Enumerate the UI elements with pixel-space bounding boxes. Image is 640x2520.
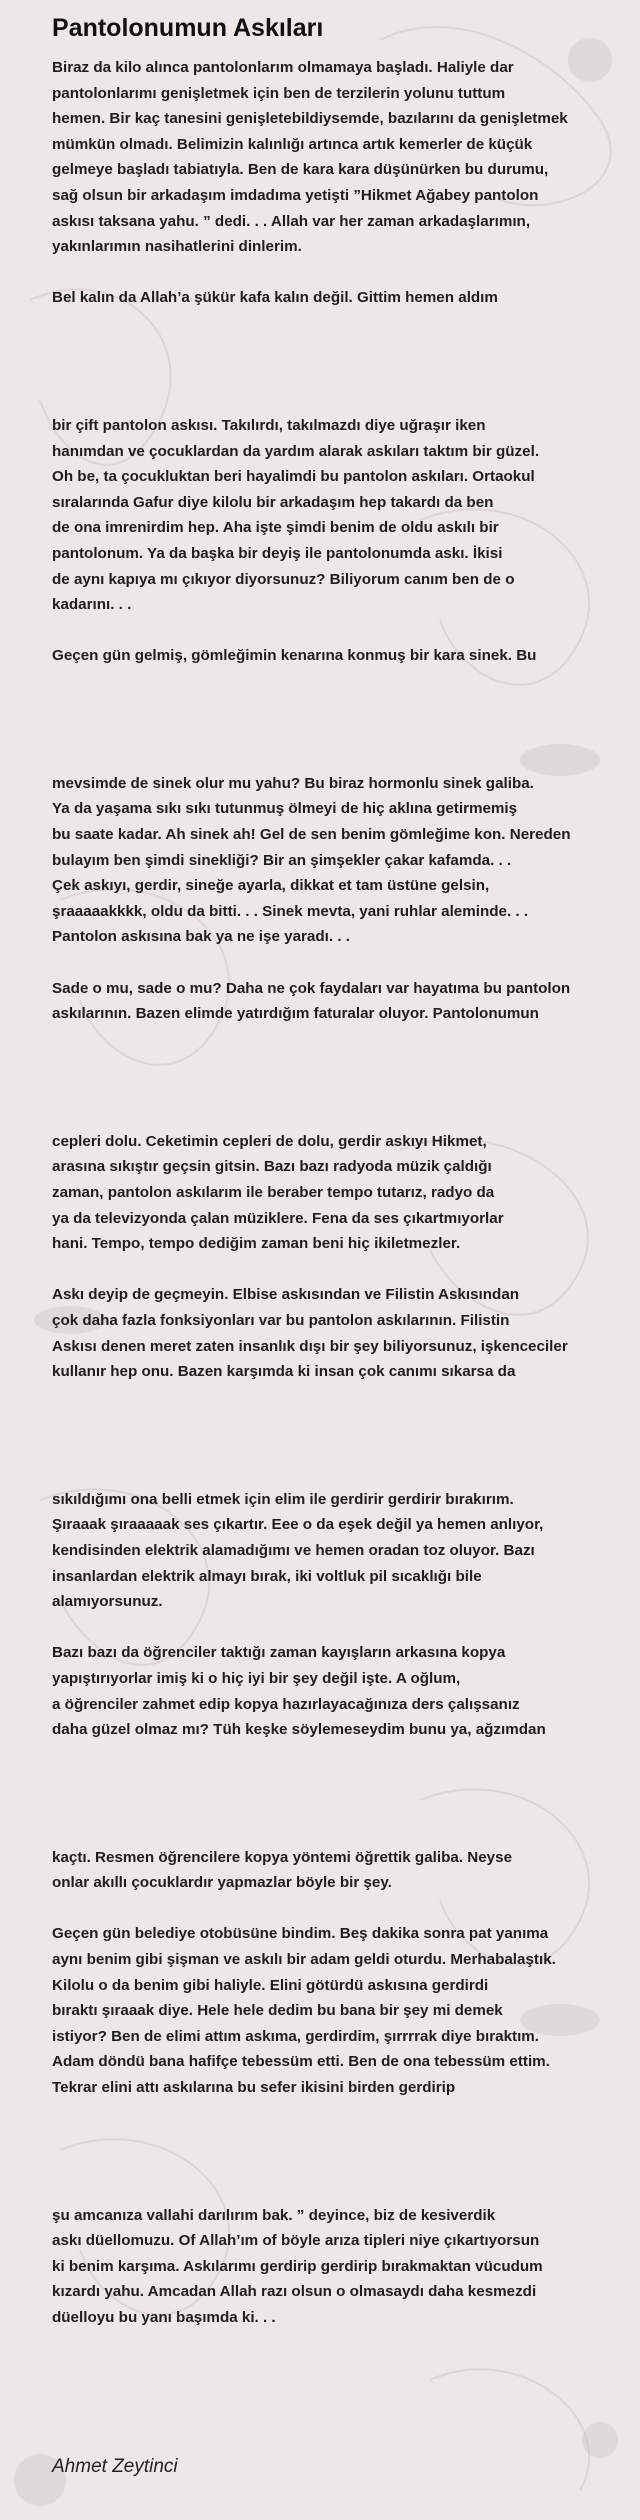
text-line: bu saate kadar. Ah sinek ah! Gel de sen benim gömleğime kon. Nereden bbox=[52, 826, 571, 844]
text-line: Sade o mu, sade o mu? Daha ne çok faydaları var hayatıma bu pantolon bbox=[52, 979, 571, 997]
paragraph bbox=[52, 771, 612, 950]
text-line: aynı benim gibi şişman ve askılı bir adam geldi oturdu. Merhabalaştık. bbox=[52, 1951, 556, 1969]
text-line: Ya da yaşama sıkı sıkı tutunmuş ölmeyi de hiç aklına getirmemiş bbox=[52, 800, 518, 818]
text-line: yakınlarımın nasihatlerini dinlerim. bbox=[52, 238, 302, 256]
text-line: daha güzel olmaz mı? Tüh keşke söylemeseydim bunu ya, ağzımdan bbox=[52, 1721, 546, 1739]
text-line: Geçen gün gelmiş, gömleğimin kenarına konmuş bir kara sinek. Bu bbox=[52, 647, 537, 665]
paragraph-spacer bbox=[52, 1615, 612, 1641]
text-line: bir çift pantolon askısı. Takılırdı, takılmazdı diye uğraşır iken bbox=[52, 416, 486, 434]
text-line: zaman, pantolon askılarım ile beraber tempo tutarız, radyo da bbox=[52, 1184, 495, 1201]
text-line: kullanır hep onu. Bazen karşımda ki insan çok canımı sıkarsa da bbox=[52, 1363, 516, 1381]
text-line: de ona imrenirdim hep. Aha işte şimdi benim de oldu askılı bir bbox=[52, 519, 499, 537]
text-line: Bazı bazı da öğrenciler taktığı zaman kayışların arkasına kopya bbox=[52, 1644, 506, 1662]
poem-body bbox=[52, 55, 612, 2331]
text-line: Kilolu o da benim gibi haliyle. Elini götürdü askısına gerdirdi bbox=[52, 1976, 489, 1994]
paragraph bbox=[52, 976, 612, 1027]
text-line: mümkün olmadı. Belimizin kalınlığı artınca artık kemerler de küçük bbox=[52, 135, 533, 153]
paragraph bbox=[52, 1129, 612, 1257]
text-line: sıkıldığımı ona belli etmek için elim ile gerdirir gerdirir bırakırım. bbox=[52, 1490, 514, 1508]
text-line: ya da televizyonda çalan müziklere. Fena da ses çıkartmıyorlar bbox=[52, 1209, 504, 1227]
paragraph bbox=[52, 1640, 612, 1742]
text-line: Oh be, ta çocukluktan beri hayalimdi bu pantolon askıları. Ortaokul bbox=[52, 468, 535, 486]
paragraph-spacer bbox=[52, 1385, 612, 1487]
text-line: istiyor? Ben de elimi attım askıma, gerdirdim, şırrrrak diye bıraktım. bbox=[52, 2027, 540, 2045]
paragraph-spacer bbox=[52, 1896, 612, 1922]
text-line: hanımdan ve çocuklardan da yardım alarak askıları taktım bir güzel. bbox=[52, 442, 540, 460]
text-line: kızardı yahu. Amcadan Allah razı olsun o olmasaydı daha kesmezdi bbox=[52, 2283, 537, 2301]
text-line: bıraktı şıraaak diye. Hele hele dedim bu bana bir şey mi demek bbox=[52, 2002, 503, 2020]
text-line: sıralarında Gafur diye kilolu bir arkadaşım hep takardı da ben bbox=[52, 493, 494, 511]
text-line: Askı deyip de geçmeyin. Elbise askısından ve Filistin Askısından bbox=[52, 1286, 520, 1304]
paragraph-spacer bbox=[52, 669, 612, 771]
text-line: arasına sıkıştır geçsin gitsin. Bazı bazı radyoda müzik çaldığı bbox=[52, 1158, 492, 1176]
text-line: bulayım ben şimdi sinekliği? Bir an şimşekler çakar kafamda. . . bbox=[52, 851, 512, 869]
text-line: gelmeye başladı tabiatıyla. Ben de kara kara düşünürken bu durumu, bbox=[52, 161, 549, 179]
paragraph bbox=[52, 55, 612, 260]
text-line: kaçtı. Resmen öğrencilere kopya yöntemi öğrettik galiba. Neyse bbox=[52, 1848, 513, 1866]
text-line: a öğrenciler zahmet edip kopya hazırlayacağınıza ders çalışsanız bbox=[52, 1695, 520, 1713]
paragraph-spacer bbox=[52, 311, 612, 413]
paragraph bbox=[52, 285, 612, 311]
text-line: Biraz da kilo alınca pantolonlarım olmamaya başladı. Haliyle dar bbox=[52, 59, 514, 76]
text-line: Pantolon askısına bak ya ne işe yaradı. . . bbox=[52, 928, 350, 946]
paragraph bbox=[52, 1282, 612, 1384]
paragraph-spacer bbox=[52, 618, 612, 644]
text-line: insanlardan elektrik almayı bırak, iki voltluk pil sıcaklığı bile bbox=[52, 1567, 482, 1585]
text-line: Adam döndü bana hafifçe tebessüm etti. Ben de ona tebessüm ettim. bbox=[52, 2053, 550, 2071]
paragraph bbox=[52, 1845, 612, 1896]
text-line: yapıştırıyorlar imiş ki o hiç iyi bir şey değil işte. A oğlum, bbox=[52, 1669, 461, 1687]
text-line: pantolonum. Ya da başka bir deyiş ile pantolonumda askı. İkisi bbox=[52, 544, 503, 562]
text-line: düelloyu bu yanı başımda ki. . . bbox=[52, 2309, 276, 2326]
text-line: çok daha fazla fonksiyonları var bu pantolon askılarının. Filistin bbox=[52, 1311, 510, 1329]
text-line: sağ olsun bir arkadaşım imdadıma yetişti ”Hikmet Ağabey pantolon bbox=[52, 186, 539, 204]
paragraph-spacer bbox=[52, 1027, 612, 1129]
paragraph-spacer bbox=[52, 2101, 612, 2203]
paragraph-spacer bbox=[52, 1257, 612, 1283]
text-line: askısı taksana yahu. ” dedi. . . Allah var her zaman arkadaşlarımın, bbox=[52, 212, 531, 230]
text-line: Şıraaak şıraaaaak ses çıkartır. Eee o da eşek değil ya hemen anlıyor, bbox=[52, 1516, 544, 1534]
paragraph bbox=[52, 2203, 612, 2331]
text-line: pantolonlarımı genişletmek için ben de terzilerin yolunu tuttum bbox=[52, 84, 506, 102]
text-line: onlar akıllı çocuklardır yapmazlar böyle bir şey. bbox=[52, 1874, 392, 1892]
paragraph-spacer bbox=[52, 1743, 612, 1845]
paragraph bbox=[52, 1487, 612, 1615]
text-line: alamıyorsunuz. bbox=[52, 1593, 163, 1611]
text-line: Tekrar elini attı askılarına bu sefer ikisini birden gerdirip bbox=[52, 2079, 456, 2097]
poem-author: Ahmet Zeytinci bbox=[52, 2456, 178, 2477]
paragraph bbox=[52, 643, 612, 669]
paragraph-spacer bbox=[52, 260, 612, 286]
text-line: askılarının. Bazen elimde yatırdığım faturalar oluyor. Pantolonumun bbox=[52, 1005, 539, 1023]
text-line: Geçen gün belediye otobüsüne bindim. Beş dakika sonra pat yanıma bbox=[52, 1925, 549, 1943]
text-line: Çek askıyı, gerdir, sineğe ayarla, dikkat et tam üstüne gelsin, bbox=[52, 877, 490, 895]
text-line: cepleri dolu. Ceketimin cepleri de dolu, gerdir askıyı Hikmet, bbox=[52, 1132, 487, 1150]
paragraph-spacer bbox=[52, 950, 612, 976]
text-line: Bel kalın da Allah’a şükür kafa kalın değil. Gittim hemen aldım bbox=[52, 289, 498, 307]
text-line: şu amcanıza vallahi darılırım bak. ” deyince, biz de kesiverdik bbox=[52, 2206, 496, 2224]
poem-title: Pantolonumun Askıları bbox=[52, 14, 324, 42]
text-line: hemen. Bir kaç tanesini genişletebildiysemde, bazılarını da genişletmek bbox=[52, 110, 568, 128]
paragraph bbox=[52, 413, 612, 618]
text-line: Askısı denen meret zaten insanlık dışı bir şey biliyorsunuz, işkenceciler bbox=[52, 1337, 568, 1355]
text-line: mevsimde de sinek olur mu yahu? Bu biraz hormonlu sinek galiba. bbox=[52, 774, 534, 792]
text-line: ki benim karşıma. Askılarımı gerdirip gerdirip bırakmaktan vücudum bbox=[52, 2257, 543, 2275]
text-line: de aynı kapıya mı çıkıyor diyorsunuz? Biliyorum canım ben de o bbox=[52, 570, 515, 588]
text-line: hani. Tempo, tempo dediğim zaman beni hiç ikiletmezler. bbox=[52, 1235, 461, 1253]
text-line: kadarını. . . bbox=[52, 596, 132, 614]
paragraph bbox=[52, 1921, 612, 2100]
text-line: kendisinden elektrik alamadığımı ve hemen oradan toz oluyor. Bazı bbox=[52, 1541, 535, 1559]
text-line: askı düellomuzu. Of Allah’ım of böyle arıza tipleri niye çıkartıyorsun bbox=[52, 2232, 540, 2250]
text-line: şraaaaakkkk, oldu da bitti. . . Sinek mevta, yani ruhlar aleminde. . . bbox=[52, 902, 529, 920]
